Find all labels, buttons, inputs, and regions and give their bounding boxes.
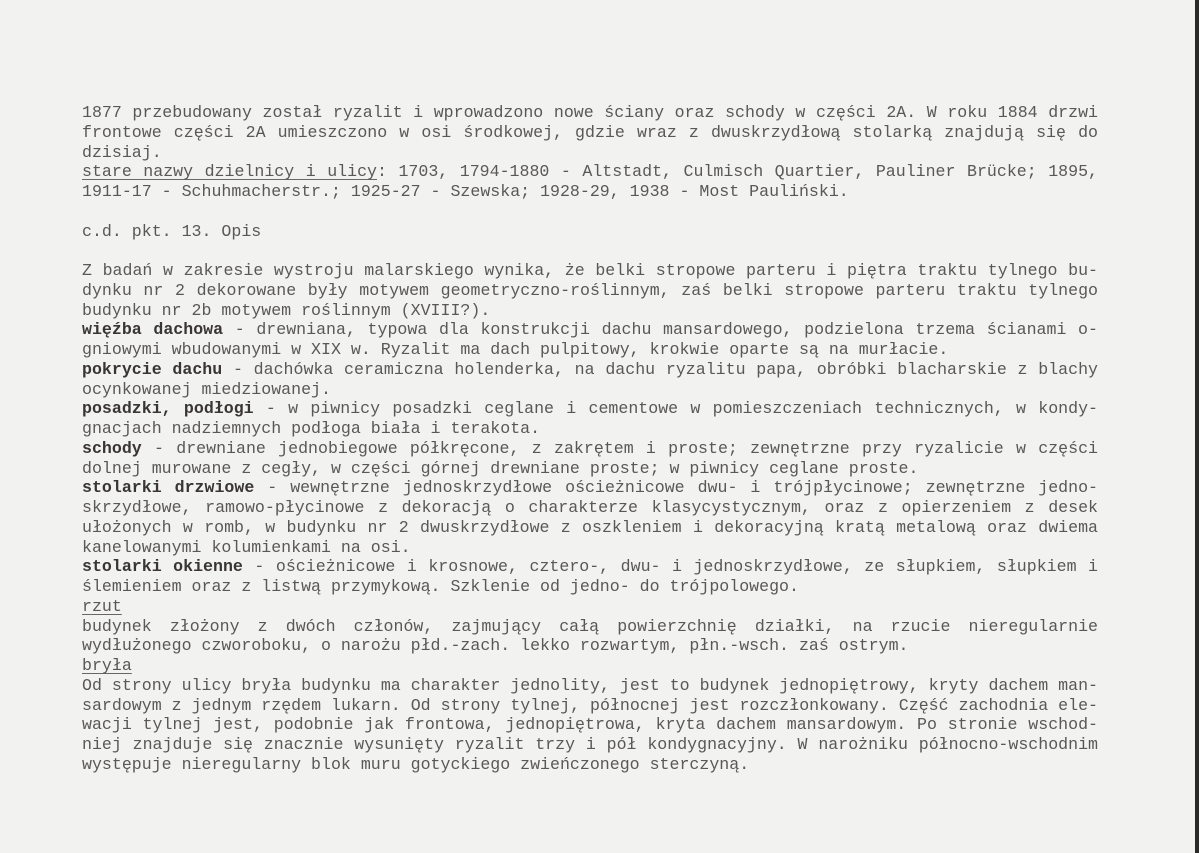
line-text: ułożonych w romb, w budynku nr 2 dwuskrzydłowe z oszkleniem i dekoracyjną kratą metalową oraz dwiema	[82, 517, 1098, 537]
line-text: - ościeżnicowe i krosnowe, cztero-, dwu- i jednoskrzydłowe, ze słupkiem, słupkiem i	[242, 557, 1099, 577]
line-text: - dachówka ceramiczna holenderka, na dachu ryzalitu papa, obróbki blacharskie z blachy	[222, 359, 1098, 379]
text-line	[82, 715, 1098, 735]
line-text: występuje nieregularny blok muru gotyckiego zwieńczonego sterczyną.	[82, 754, 750, 774]
text-line	[82, 360, 1098, 380]
text-line	[82, 755, 1122, 775]
text-line	[82, 557, 1098, 577]
text-line	[82, 538, 1122, 558]
section-label: stolarki okienne	[82, 557, 243, 577]
text-line	[82, 281, 1098, 301]
text-line	[82, 439, 1098, 459]
text-line	[82, 162, 1098, 182]
line-text: dzisiaj.	[82, 142, 162, 162]
section-label: posadzki, podłogi	[82, 399, 254, 419]
line-text: dynku nr 2 dekorowane były motywem geometryczno-roślinnym, zaś belki stropowe parteru traktu tylnego	[82, 280, 1098, 300]
line-text: 1911-17 - Schuhmacherstr.; 1925-27 - Szewska; 1928-29, 1938 - Most Pauliński.	[82, 182, 849, 201]
line-text: Od strony ulicy bryła budynku ma charakter jednolity, jest to budynek jednopiętrowy, kryty dachem man-	[82, 675, 1098, 695]
text-line	[82, 261, 1098, 281]
section-heading: rzut	[82, 596, 122, 616]
text-line	[82, 518, 1098, 538]
text-line	[82, 340, 1122, 360]
line-text: budynku nr 2b motywem roślinnym (XVIII?).	[82, 300, 491, 320]
line-text: c.d. pkt. 13. Opis	[82, 221, 262, 241]
line-text: gnacjach nadziemnych podłoga biała i terakota.	[82, 419, 541, 438]
text-line	[82, 459, 1122, 479]
text-line	[82, 380, 1122, 400]
text-line	[82, 478, 1098, 498]
text-line	[82, 399, 1098, 419]
section-heading: stare nazwy dzielnicy i ulicy	[82, 162, 377, 182]
text-line	[82, 696, 1098, 716]
section-heading: bryła	[82, 656, 132, 675]
text-line	[82, 419, 1122, 439]
line-text: : 1703, 1794-1880 - Altstadt, Culmisch Quartier, Pauliner Brücke; 1895,	[377, 162, 1098, 182]
text-line	[82, 597, 1122, 617]
line-text: skrzydłowe, ramowo-płycinowe z dekoracją o charakterze klasycystycznym, oraz z opierzeniem z desek	[82, 498, 1098, 517]
line-text: dolnej murowane z cegły, w części górnej drewniane proste; w piwnicy ceglane proste.	[82, 458, 919, 478]
line-text: Z badań w zakresie wystroju malarskiego wynika, że belki stropowe parteru i piętra traktu tylnego bu-	[82, 261, 1098, 280]
text-line	[82, 143, 1122, 163]
text-line	[82, 103, 1098, 123]
line-text: - drewniana, typowa dla konstrukcji dachu mansardowego, podzielona trzema ścianami o-	[223, 320, 1098, 340]
text-line	[82, 222, 1122, 242]
line-text: frontowe części 2A umieszczono w osi środkowej, gdzie wraz z dwuskrzydłową stolarką znajdują się do	[82, 122, 1098, 142]
text-line	[82, 617, 1098, 637]
text-line	[82, 320, 1098, 340]
line-text: 1877 przebudowany został ryzalit i wprowadzono nowe ściany oraz schody w części 2A. W roku 1884 drzwi	[82, 103, 1098, 122]
line-text: - drewniane jednobiegowe półkręcone, z zakrętem i proste; zewnętrzne przy ryzalicie w części	[141, 438, 1098, 458]
text-line	[82, 301, 1122, 321]
line-text: ocynkowanej miedziowanej.	[82, 379, 331, 399]
section-label: pokrycie dachu	[82, 359, 223, 379]
text-line	[82, 498, 1098, 518]
line-text: budynek złożony z dwóch członów, zajmujący całą powierzchnię działki, na rzucie nieregularnie	[82, 616, 1098, 636]
text-line	[82, 735, 1098, 755]
section-label: schody	[82, 438, 142, 458]
line-text: niej znajduje się znacznie wysunięty ryzalit trzy i pół kondygnacyjny. W narożniku północno-wschodnim	[82, 735, 1098, 754]
text-line	[82, 123, 1098, 143]
text-line	[82, 577, 1122, 597]
text-line	[82, 636, 1122, 656]
line-text: - w piwnicy posadzki ceglane i cementowe w pomieszczeniach technicznych, w kondy-	[253, 399, 1098, 419]
text-line	[82, 656, 1122, 676]
line-text: kanelowanymi kolumienkami na osi.	[82, 537, 411, 557]
line-text: wacji tylnej jest, podobnie jak frontowa, jednopiętrowa, kryta dachem mansardowym. Po stronie wschod-	[82, 715, 1098, 735]
line-text: wydłużonego czworoboku, o narożu płd.-zach. lekko rozwartym, płn.-wsch. zaś ostrym.	[82, 636, 909, 656]
line-text: sardowym z jednym rzędem lukarn. Od strony tylnej, północnej jest rozczłonkowany. Część zachodnia ele-	[82, 695, 1098, 715]
line-text: - wewnętrzne jednoskrzydłowe ościeżnicowe dwu- i trójpłycinowe; zewnętrzne jedno-	[254, 478, 1098, 498]
line-text: gniowymi wbudowanymi w XIX w. Ryzalit ma dach pulpitowy, krokwie oparte są na murłacie.	[82, 340, 949, 359]
section-label: więźba dachowa	[82, 320, 224, 340]
line-text: ślemieniem oraz z listwą przymykową. Szklenie od jedno- do trójpolowego.	[82, 577, 799, 596]
text-line	[82, 676, 1098, 696]
text-line	[82, 182, 1122, 202]
section-label: stolarki drzwiowe	[82, 478, 255, 498]
